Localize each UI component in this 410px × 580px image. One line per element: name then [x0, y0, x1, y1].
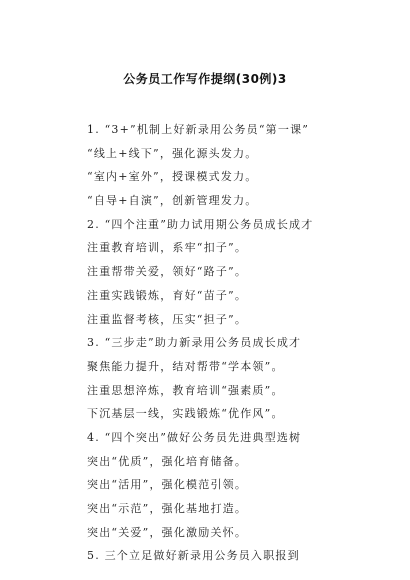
document-body [87, 118, 387, 568]
text-line: 突出“示范”，强化基地打造。 [87, 502, 248, 515]
heading-5: 5. 三个立足做好新录用公务员入职报到 [87, 549, 300, 563]
text-line: 突出“关爱”，强化激励关怀。 [87, 525, 248, 539]
document-title: 公务员工作写作提纲(30例)3 [123, 72, 287, 86]
text-line: “线上+线下”，强化源头发力。 [87, 146, 258, 160]
text-line: 突出“优质”，强化培育储备。 [87, 454, 248, 468]
text-line: 注重帮带关爱，领好“路子”。 [87, 265, 248, 279]
text-line: 注重教育培训，系牢“扣子”。 [87, 241, 248, 255]
text-line: “自导+自演”，创新管理发力。 [87, 194, 258, 208]
text-line: 注重思想淬炼，教育培训“强素质”。 [87, 383, 284, 397]
heading-1: 1. “3+”机制上好新录用公务员“第一课” [87, 123, 310, 136]
heading-3: 3. “三步走”助力新录用公务员成长成才 [87, 336, 302, 350]
text-line: 聚焦能力提升，结对帮带“学本领”。 [87, 359, 284, 373]
heading-4: 4. “四个突出”做好公务员先进典型选树 [87, 430, 302, 444]
text-line: 注重监督考核，压实“担子”。 [87, 312, 248, 326]
text-line: “室内+室外”，授课模式发力。 [87, 170, 258, 184]
text-line: 注重实践锻炼，育好“苗子”。 [87, 288, 248, 302]
text-line: 突出“活用”，强化模范引领。 [87, 478, 248, 492]
heading-2: 2. “四个注重”助力试用期公务员成长成才 [87, 217, 314, 231]
text-line: 下沉基层一线，实践锻炼“优作风”。 [87, 407, 284, 421]
